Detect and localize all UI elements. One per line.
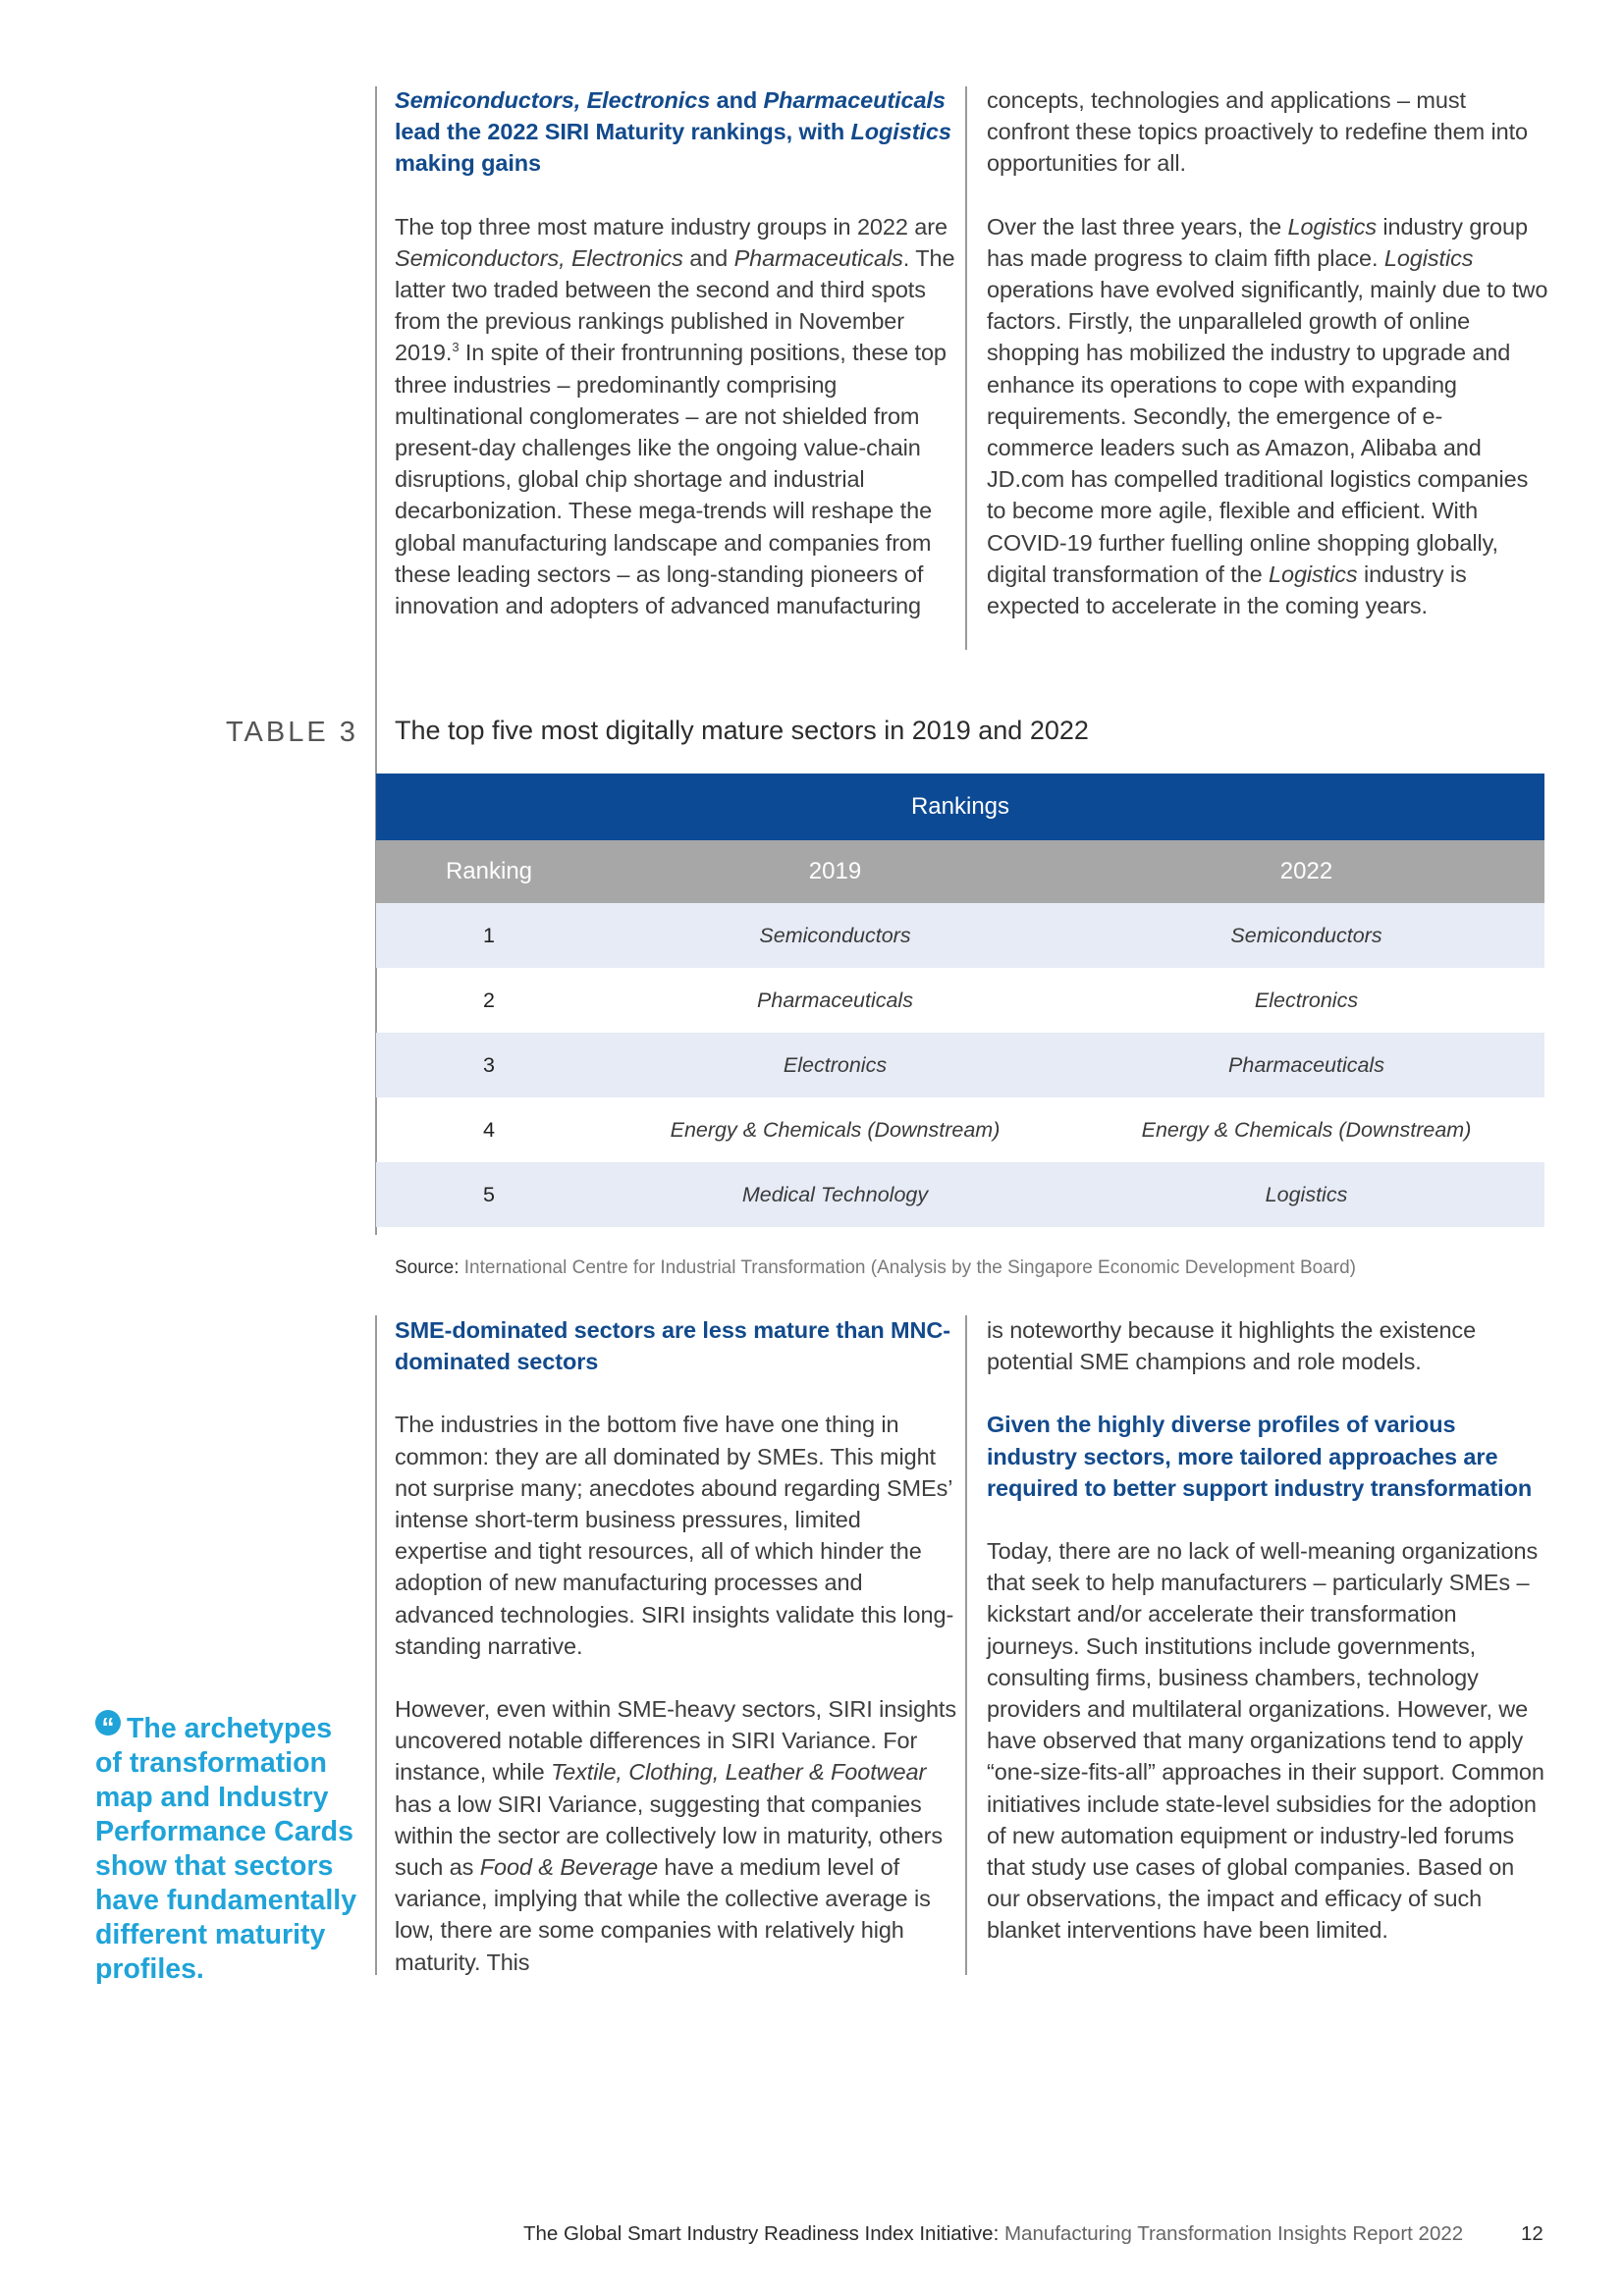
sector-2019-cell: Pharmaceuticals [757,988,913,1012]
sector-2022-cell: Semiconductors [1230,923,1382,947]
sector-2019-cell: Medical Technology [741,1182,929,1206]
footer-title: The Global Smart Industry Readiness Index Initiative: [523,2222,1000,2245]
paragraph: The industries in the bottom five have one thing in common: they are all dominated by SMEs. This might not surprise many; anecdotes abound regarding SMEs’ intense short-term business pressures, limited expertise and tight resources, all of which hinder the adoption of new manufacturing processes and advanced technologies. SIRI insights validate this long-standing narrative. [395,1412,954,1659]
rank-cell: 2 [483,988,495,1012]
sector-2019-cell: Semiconductors [759,923,911,947]
table-row [376,903,1544,968]
table-title: The top five most digitally mature sectors in 2019 and 2022 [395,716,1089,745]
bottom-left-column [395,1314,956,1978]
footnote-marker[interactable]: 3 [452,340,460,355]
page-number: 12 [1521,2222,1543,2245]
page-footer [523,2222,1463,2246]
table-source: Source: International Centre for Industrial Transformation (Analysis by the Singapore Economic Development Board) [395,1257,1356,1278]
paragraph: is noteworthy because it highlights the existence potential SME champions and role models. [987,1317,1477,1375]
paragraph: The top three most mature industry groups in 2022 are Semiconductors, Electronics and Pharmaceuticals. The latter two traded between the second and third spots from the previous rankings published in November 2019.$^3$ In spite of their frontrunning positions, these top three industries – predominantly comprising multinational conglomerates – are not shielded from present-day challenges like the ongoing value-chain disruptions, global chip shortage and industrial decarbonization. These mega-trends will reshape the global manufacturing landscape and companies from these leading sectors – as long-standing pioneers of innovation and adopters of advanced manufacturing [395,213,955,619]
section-heading-top-left: Semiconductors, Electronics and Pharmaceuticals lead the 2022 SIRI Maturity rankings, with Logistics making gains [395,87,951,177]
pull-quote: “ The archetypes of transformation map and Industry Performance Cards show that sectors have fundamentally different maturity profiles. [95,1712,357,1985]
column-header-2022: 2022 [1279,858,1333,884]
rankings-table [376,774,1544,1227]
section-heading-bottom-left: SME-dominated sectors are less mature than MNC-dominated sectors [395,1317,950,1375]
table-label: TABLE 3 [226,717,358,748]
paragraph: However, even within SME-heavy sectors, SIRI insights uncovered notable differences in SIRI Variance. For instance, while Textile, Clothing, Leather & Footwear has a low SIRI Variance, suggesting that companies within the sector are collectively low in maturity, others such as Food & Beverage have a medium level of variance, implying that while the collective average is low, there are some companies with relatively high maturity. This [395,1696,956,1975]
left-margin-rule-lower [375,1315,377,1975]
rank-cell: 5 [483,1182,495,1206]
table-row [376,1162,1544,1227]
bottom-right-column [987,1314,1548,1947]
sector-2022-cell: Pharmaceuticals [1228,1052,1384,1077]
table-row [376,968,1544,1033]
top-left-column [395,84,956,621]
paragraph: Over the last three years, the Logistics industry group has made progress to claim fifth place. Logistics operations have evolved significantly, mainly due to two factors. Firstly, the unparalleled growth of online shopping has mobilized the industry to upgrade and enhance its operations to cope with expanding requirements. Secondly, the emergence of e-commerce leaders such as Amazon, Alibaba and JD.com has compelled traditional logistics companies to become more agile, flexible and efficient. With COVID-19 further fuelling online shopping globally, digital transformation of the Logistics industry is expected to accelerate in the coming years. [987,213,1548,619]
table-super-header: Rankings [376,774,1544,840]
sector-2019-cell: Energy & Chemicals (Downstream) [670,1117,1001,1142]
paragraph: concepts, technologies and applications – must confront these topics proactively to redefine them into opportunities for all. [987,87,1528,177]
table-row [376,1097,1544,1162]
column-divider-top [965,86,967,650]
source-label: Source: [395,1257,460,1278]
table-row [376,1033,1544,1097]
footer-subtitle: Manufacturing Transformation Insights Report 2022 [999,2222,1464,2245]
column-header-2019: 2019 [808,858,862,884]
rank-cell: 1 [483,923,495,947]
sector-2022-cell: Electronics [1254,988,1359,1012]
rank-cell: 4 [483,1117,495,1142]
rank-cell: 3 [483,1052,495,1077]
column-header-ranking: Ranking [445,858,533,884]
sector-2019-cell: Electronics [783,1052,888,1077]
top-right-column [987,84,1548,621]
column-divider-bottom [965,1315,967,1975]
sector-2022-cell: Energy & Chemicals (Downstream) [1141,1117,1472,1142]
section-heading-bottom-right: Given the highly diverse profiles of various industry sectors, more tailored approaches are required to better support industry transformation [987,1412,1533,1501]
quote-icon: “ [95,1710,121,1735]
table-header-row [376,840,1544,903]
sector-2022-cell: Logistics [1265,1182,1348,1206]
paragraph: Today, there are no lack of well-meaning organizations that seek to help manufacturers – particularly SMEs – kickstart and/or accelerate their transformation journeys. Such institutions include governments, consulting firms, business chambers, technology providers and multilateral organizations. However, we have observed that many organizations tend to apply “one-size-fits-all” approaches in their support. Common initiatives include state-level subsidies for the adoption of new automation equipment or industry-led forums that study use cases of global companies. Based on our observations, the impact and efficacy of such blanket interventions have been limited. [987,1538,1544,1944]
